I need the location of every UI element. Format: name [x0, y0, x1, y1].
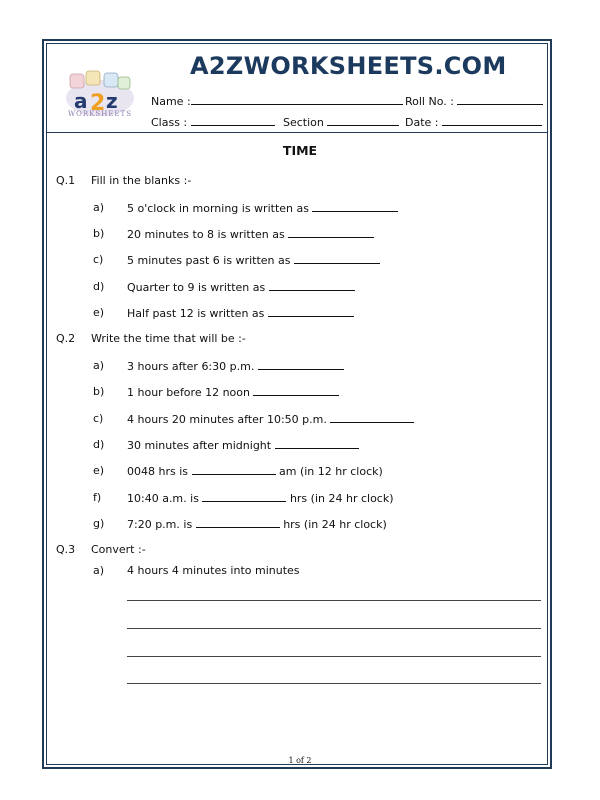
q2-item-c — [127, 412, 414, 426]
q1-item-letter: a) — [93, 201, 105, 214]
q2-item-suffix: am (in 12 hr clock) — [279, 465, 383, 478]
svg-text:a: a — [74, 89, 88, 113]
header-divider — [46, 132, 548, 133]
q2-item-d — [127, 438, 359, 452]
date-blank[interactable] — [442, 115, 542, 126]
q1-item-letter: d) — [93, 280, 105, 293]
class-label: Class : — [151, 116, 188, 129]
question-3-number: Q.3 — [56, 543, 76, 556]
svg-text:2: 2 — [90, 91, 106, 116]
q1-item-b — [127, 227, 374, 241]
name-field[interactable] — [151, 94, 403, 108]
q2-item-text: 1 hour before 12 noon — [127, 386, 250, 399]
q1-item-text: 5 minutes past 6 is written as — [127, 254, 291, 267]
q1-item-text: 20 minutes to 8 is written as — [127, 228, 285, 241]
q1-item-d — [127, 280, 355, 294]
q1-item-text: Quarter to 9 is written as — [127, 281, 266, 294]
q1-item-c — [127, 253, 380, 267]
q3-item-letter: a) — [93, 564, 105, 577]
answer-blank[interactable] — [253, 385, 339, 396]
section-label: Section — [283, 116, 324, 129]
class-blank[interactable] — [191, 115, 275, 126]
name-blank[interactable] — [191, 94, 403, 105]
roll-no-label: Roll No. : — [405, 95, 454, 108]
q2-item-g — [127, 517, 387, 531]
answer-blank[interactable] — [275, 438, 359, 449]
q1-item-e — [127, 306, 354, 320]
q2-item-letter: d) — [93, 438, 105, 451]
q2-item-text: 4 hours 20 minutes after 10:50 p.m. — [127, 413, 327, 426]
date-field[interactable] — [405, 115, 542, 129]
roll-no-blank[interactable] — [457, 94, 543, 105]
q2-item-text: 7:20 p.m. is — [127, 518, 193, 531]
answer-line[interactable] — [127, 656, 541, 657]
q2-item-text: 3 hours after 6:30 p.m. — [127, 360, 255, 373]
question-3-prompt: Convert :- — [91, 543, 146, 556]
q2-item-letter: b) — [93, 385, 105, 398]
answer-blank[interactable] — [202, 491, 286, 502]
answer-blank[interactable] — [269, 280, 355, 291]
q2-item-letter: c) — [93, 412, 104, 425]
site-title: A2ZWORKSHEETS.COM — [190, 52, 507, 80]
page-number: 1 of 2 — [288, 756, 312, 765]
section-field[interactable] — [283, 115, 399, 129]
question-1-prompt: Fill in the blanks :- — [91, 174, 192, 187]
answer-line[interactable] — [127, 683, 541, 684]
answer-line[interactable] — [127, 600, 541, 601]
question-2-prompt: Write the time that will be :- — [91, 332, 246, 345]
q3-item-a: 4 hours 4 minutes into minutes — [127, 564, 300, 577]
q2-item-letter: a) — [93, 359, 105, 372]
question-2-number: Q.2 — [56, 332, 76, 345]
q2-item-letter: g) — [93, 517, 105, 530]
answer-blank[interactable] — [258, 359, 344, 370]
q2-item-suffix: hrs (in 24 hr clock) — [289, 492, 394, 505]
q2-item-text: 30 minutes after midnight — [127, 439, 272, 452]
answer-blank[interactable] — [192, 464, 276, 475]
answer-blank[interactable] — [196, 517, 280, 528]
name-label: Name : — [151, 95, 191, 108]
answer-blank[interactable] — [268, 306, 354, 317]
roll-no-field[interactable] — [405, 94, 543, 108]
q2-item-b — [127, 385, 339, 399]
answer-line[interactable] — [127, 628, 541, 629]
q1-item-letter: e) — [93, 306, 105, 319]
q2-item-letter: f) — [93, 491, 102, 504]
question-1-number: Q.1 — [56, 174, 76, 187]
q1-item-a — [127, 201, 398, 215]
answer-blank[interactable] — [312, 201, 398, 212]
q2-item-suffix: hrs (in 24 hr clock) — [283, 518, 387, 531]
q2-item-a — [127, 359, 344, 373]
answer-blank[interactable] — [294, 253, 380, 264]
q1-item-text: Half past 12 is written as — [127, 307, 265, 320]
q2-item-text: 10:40 a.m. is — [127, 492, 199, 505]
q1-item-letter: b) — [93, 227, 105, 240]
q1-item-letter: c) — [93, 253, 104, 266]
logo-wordmark: WORKSHEETS — [67, 110, 133, 118]
q2-item-e — [127, 464, 383, 478]
q1-item-text: 5 o'clock in morning is written as — [127, 202, 309, 215]
q2-item-text: 0048 hrs is — [127, 465, 188, 478]
svg-text:z: z — [106, 89, 118, 113]
q2-item-f — [127, 491, 394, 505]
answer-blank[interactable] — [330, 412, 414, 423]
worksheet-title: TIME — [282, 143, 318, 158]
section-blank[interactable] — [327, 115, 399, 126]
q2-item-letter: e) — [93, 464, 105, 477]
date-label: Date : — [405, 116, 439, 129]
answer-blank[interactable] — [288, 227, 374, 238]
class-field[interactable] — [151, 115, 275, 129]
